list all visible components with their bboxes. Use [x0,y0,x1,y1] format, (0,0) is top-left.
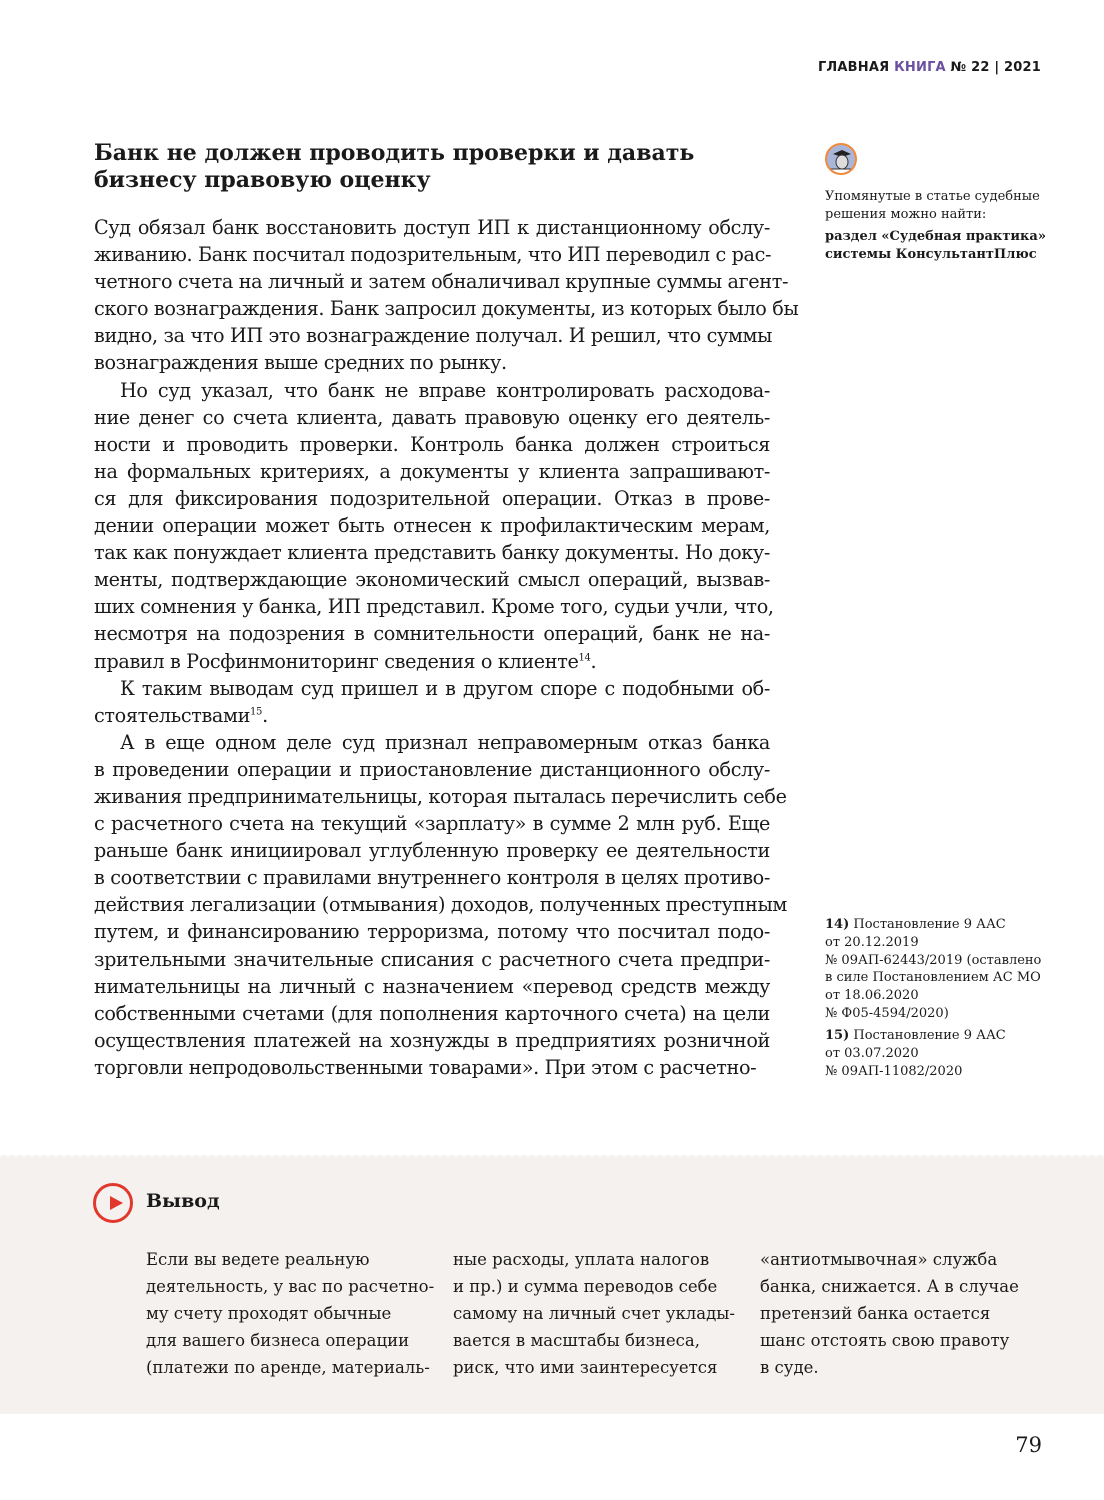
body-line [94,295,799,322]
footnote-line [825,1063,1055,1081]
footnote-ref[interactable]: 15 [250,706,263,718]
conclusion-line: в суде. [760,1358,819,1377]
body-line-text: ших сомнения у банка, ИП представил. Кроме того, судьи учли, что, [94,595,774,619]
body-line [94,946,770,973]
footnote-number: 14) [825,917,850,932]
body-line-text: вознаграждения выше средних по рынку. [94,351,507,375]
body-line-text: дении операции может быть отнесен к профилактическим мерам, [94,514,770,538]
body-line-text: Но суд указал, что банк не вправе контролировать расходова- [120,378,770,402]
play-icon [93,1183,133,1223]
body-line [94,1027,770,1054]
body-line [94,404,770,431]
conclusion-column [760,1246,1050,1381]
body-line [94,593,774,620]
footnote-ref[interactable]: 14 [578,652,591,664]
body-line-text: живанию. Банк посчитал подозрительным, что ИП переводил с рас- [94,243,772,267]
footnote-14 [825,916,1055,1023]
brand-name-accent: КНИГА [894,60,946,75]
body-line [94,268,789,295]
body-line-text: несмотря на подозрения в сомнительности операций, банк не на- [94,622,770,646]
body-line-text: так как понуждает клиента представить банку документы. Но доку- [94,541,770,565]
footnote-15 [825,1027,1055,1080]
footnote-text: Постановление 9 ААС [853,917,1006,932]
body-line-text: видно, за что ИП это вознаграждение получал. И решил, что суммы [94,324,773,348]
body-line [94,349,770,376]
footnote-text: от 18.06.2020 [825,988,919,1004]
body-line-text: А в еще одном деле суд признал неправомерным отказ банка [120,730,770,754]
body-line-text: торговли непродовольственными товарами». При этом с расчетно- [94,1055,757,1079]
body-line [94,729,770,756]
conclusion-line: для вашего бизнеса операции [146,1331,410,1350]
footnote-line [825,916,1055,934]
body-line-text: живания предпринимательницы, которая пыталась перечислить себе [94,784,787,808]
body-line [94,322,773,349]
expert-avatar-icon [825,143,857,175]
footnote-text: № 09АП-11082/2020 [825,1063,963,1079]
conclusion-line: претензий банка остается [760,1304,991,1323]
body-line-text: с расчетного счета на текущий «зарплату» в сумме 2 млн руб. Еще [94,812,770,836]
footnote-number: 15) [825,1028,850,1043]
body-line [94,1054,770,1081]
body-line-text: на формальных критериях, а документы у клиента запрашивают- [94,459,770,483]
conclusion-line: Если вы ведете реальную [146,1250,370,1269]
body-line-text: в соответствии с правилами внутреннего контроля в целях противо- [94,866,770,890]
body-line-text: путем, и финансированию терроризма, потому что посчитал подо- [94,920,770,944]
body-line [94,783,787,810]
body-line-text: в проведении операции и приостановление дистанционного обслу- [94,757,770,781]
footnote-text: № 09АП-62443/2019 (оставлено [825,952,1042,968]
body-line [94,458,770,485]
conclusion-line: риск, что ими заинтересуется [453,1358,718,1377]
footnote-line [825,969,1055,987]
note-bold-line: раздел «Судебная практика» [825,229,1046,244]
brand-name: ГЛАВНАЯ [817,60,890,75]
footnote-line [825,1005,1055,1023]
body-line-text: К таким выводам суд пришел и в другом споре с подобными об- [120,676,770,700]
footnote-text: № Ф05-4594/2020) [825,1005,949,1021]
footnote-line [825,1045,1055,1063]
body-line [94,675,770,702]
body-line-text: стоятельствами [94,703,251,727]
body-line [94,539,770,566]
body-line: стоятельствами$^{15}$. [94,703,268,727]
footnote-line [825,934,1055,952]
body-line [94,431,770,458]
conclusion-line: му счету проходят обычные [146,1304,392,1323]
conclusion-line: шанс отстоять свою правоту [760,1331,1010,1350]
body-line [94,512,770,539]
body-line-text: четного счета на личный и затем обналичивал крупные суммы агент- [94,270,789,294]
note-line: Упомянутые в статье судебные [825,189,1040,204]
body-line [94,756,770,783]
conclusion-title: Вывод [146,1190,220,1212]
body-line-text: действия легализации (отмывания) доходов, полученных преступным [94,893,787,917]
body-line-text: ности и проводить проверки. Контроль банка должен строиться [94,432,770,456]
title-line: Банк не должен проводить проверки и давать [94,140,695,166]
conclusion-column [146,1246,436,1381]
body-line-text: ся для фиксирования подозрительной операции. Отказ в прове- [94,486,770,510]
conclusion-line: (платежи по аренде, материаль- [146,1358,430,1377]
body-line-text: ние денег со счета клиента, давать правовую оценку его деятель- [94,405,770,429]
body-line [94,918,770,945]
body-line-text: осуществления платежей на хознужды в предприятиях розничной [94,1028,770,1052]
body-line [94,864,770,891]
body-line [94,241,770,268]
conclusion-line: ные расходы, уплата налогов [453,1250,710,1269]
footnote-line [825,1027,1055,1045]
body-line-text: Суд обязал банк восстановить доступ ИП к дистанционному обслу- [94,216,770,239]
footnote-text: Постановление 9 ААС [853,1028,1006,1043]
body-line [94,485,770,512]
body-line [94,566,770,593]
body-line-text: раньше банк инициировал углубленную проверку ее деятельности [94,839,770,863]
note-line: решения можно найти: [825,206,987,222]
footnote-text: от 20.12.2019 [825,934,919,950]
conclusion-line: и пр.) и сумма переводов себе [453,1277,718,1296]
conclusion-line: «антиотмывочная» служба [760,1250,998,1269]
footnote-line [825,952,1055,970]
body-line-text: собственными счетами (для пополнения карточного счета) на цели [94,1001,770,1025]
body-line-text: менты, подтверждающие экономический смысл операций, вызвав- [94,568,770,592]
footnote-line [825,987,1055,1005]
section-title [94,140,774,194]
note-bold-line: системы КонсультантПлюс [825,246,1037,262]
body-line-text: ского вознаграждения. Банк запросил документы, из которых было бы [94,297,799,321]
body-line [94,891,787,918]
conclusion-line: самому на личный счет уклады- [453,1304,735,1323]
footnote-text: в силе Постановлением АС МО [825,970,1041,986]
conclusion-column [453,1246,743,1381]
conclusion-line: банка, снижается. А в случае [760,1277,1019,1296]
body-line-text: нимательницы на личный с назначением «перевод средств между [94,974,770,998]
title-line: бизнесу правовую оценку [94,167,431,193]
footnote-text: от 03.07.2020 [825,1045,919,1061]
body-line: правил в Росфинмониторинг сведения о клиенте$^{14}$. [94,649,597,673]
conclusion-line: вается в масштабы бизнеса, [453,1331,700,1350]
body-line [94,214,770,241]
page-number: 79 [1015,1433,1042,1457]
conclusion-line: деятельность, у вас по расчетно- [146,1277,435,1296]
body-line [94,620,770,647]
body-line [94,837,770,864]
body-line [94,377,770,404]
sidebar-note [825,188,1050,263]
running-header [818,60,1041,75]
article-body [94,214,799,1081]
body-line [94,1000,770,1027]
body-line [94,973,770,1000]
body-line-text: зрительными значительные списания с расчетного счета предпри- [94,947,770,971]
issue-number: № 22 | 2021 [950,60,1041,75]
body-line-text: правил в Росфинмониторинг сведения о клиенте [94,649,579,673]
body-line [94,810,770,837]
